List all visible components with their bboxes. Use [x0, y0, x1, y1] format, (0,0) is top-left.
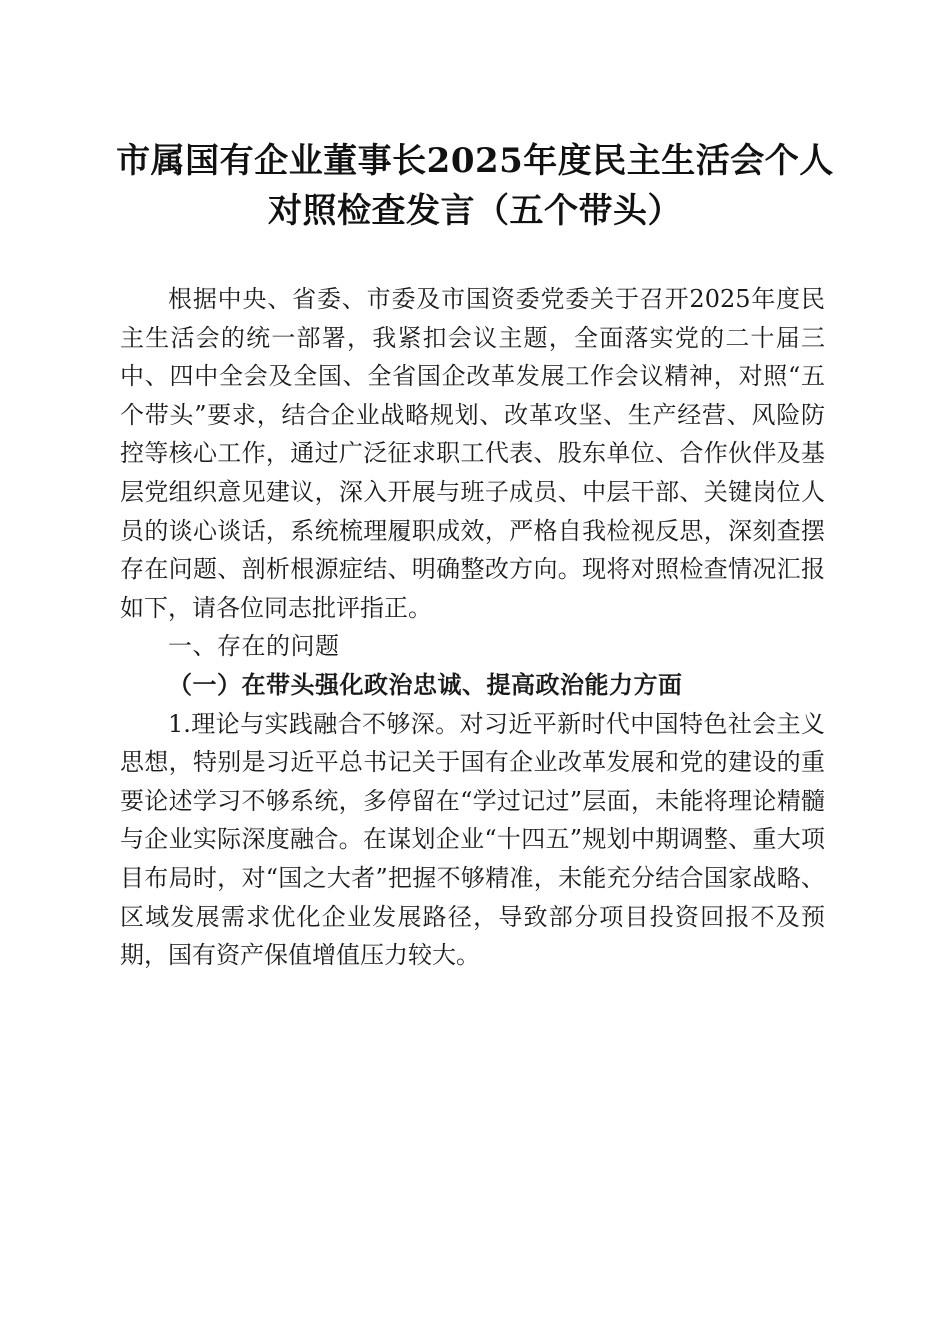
intro-paragraph: 根据中央、省委、市委及市国资委党委关于召开2025年度民主生活会的统一部署，我紧扣会议主题，全面落实党的二十届三中、四中全会及全国、全省国企改革发展工作会议精神，对照“五个带头”要求，结合企业战略规划、改革攻坚、生产经营、风险防控等核心工作，通过广泛征求职工代表、股东单位、合作伙伴及基层党组织意见建议，深入开展与班子成员、中层干部、关键岗位人员的谈心谈话，系统梳理履职成效，严格自我检视反思，深刻查摆存在问题、剖析根源症结、明确整改方向。现将对照检查情况汇报如下，请各位同志批评指正。: [120, 285, 825, 622]
item-1-paragraph: 1.理论与实践融合不够深。对习近平新时代中国特色社会主义思想，特别是习近平总书记关于国有企业改革发展和党的建设的重要论述学习不够系统，多停留在“学过记过”层面，未能将理论精髓与企业实际深度融合。在谋划企业“十四五”规划中期调整、重大项目布局时，对“国之大者”把握不够精准，未能充分结合国家战略、区域发展需求优化企业发展路径，导致部分项目投资回报不及预期，国有资产保值增值压力较大。: [120, 709, 825, 970]
document-title: 市属国有企业董事长2025年度民主生活会个人对照检查发言（五个带头）: [116, 141, 834, 231]
section-heading-problems: 一、存在的问题: [168, 632, 340, 661]
subsection-heading-political-loyalty: （一）在带头强化政治忠诚、提高政治能力方面: [168, 669, 683, 699]
document-body: [120, 280, 825, 975]
